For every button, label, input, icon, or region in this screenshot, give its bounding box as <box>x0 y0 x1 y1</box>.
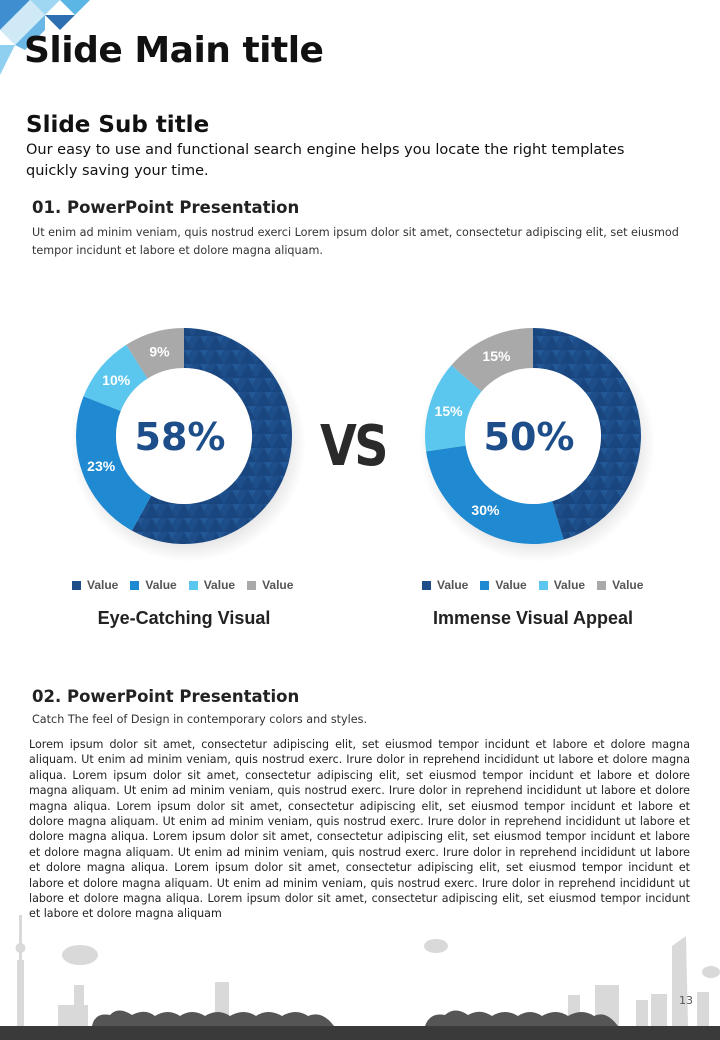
chart1-caption: Eye-Catching Visual <box>97 608 271 628</box>
legend-swatch <box>597 581 606 590</box>
legend-swatch <box>247 581 256 590</box>
legend-label: Value <box>145 578 177 592</box>
chart2-data-label-4: 15% <box>482 347 511 364</box>
legend-label: Value <box>553 578 586 592</box>
legend-swatch <box>189 581 198 590</box>
section1-body: Ut enim ad minim veniam, quis nostrud exerci Lorem ipsum dolor sit amet, consectetur adipiscing elit, set eiusmod tempor incidunt et labore et dolore magna aliquam. <box>32 226 679 257</box>
legend-swatch <box>130 581 139 590</box>
intro-text: Our easy to use and functional search engine helps you locate the right templates quickly saving your time. <box>26 142 625 179</box>
chart1-legend-item <box>72 578 118 592</box>
chart2-caption: Immense Visual Appeal <box>432 608 634 628</box>
chart2-legend-item <box>539 578 585 592</box>
chart1-legend <box>72 578 293 592</box>
page-subtitle: Slide Sub title <box>26 112 210 138</box>
section2-body: Lorem ipsum dolor sit amet, consectetur adipiscing elit, set eiusmod tempor incidunt et labore et dolore magna aliquam. Ut enim ad minim veniam, quis nostrud exerc. Irure dolor in reprehend incididunt ut labore et dolore magna aliqua. Lorem ipsum dolor sit amet, consectetur adipiscing elit, set eiusmod tempor incidunt et labore et dolore magna aliquam. Ut enim ad minim veniam, quis nostrud exerc. Irure dolor in reprehend incididunt ut labore et dolore magna aliqua. Lorem ipsum dolor sit amet, consectetur adipiscing elit, set eiusmod tempor incidunt et labore et dolore magna aliquam. Ut enim ad minim veniam, quis nostrud exerc. Irure dolor in reprehend incididunt ut labore et dolore magna aliqua. Lorem ipsum dolor sit amet, consectetur adipiscing elit, set eiusmod tempor incidunt et labore et dolore magna aliquam. Ut enim ad minim veniam, quis nostrud exerc. Irure dolor in reprehend incididunt ut labore et dolore magna aliqua. Lorem ipsum dolor sit amet, consectetur adipiscing elit, set eiusmod tempor incidunt et labore et dolore magna aliquam. Ut enim ad minim veniam, quis nostrud exerc. Irure dolor in reprehend incididunt ut labore et dolore magna aliqua. Lorem ipsum dolor sit amet, consectetur adipiscing elit, set eiusmod tempor incidunt et labore et dolore magna aliquam <box>29 738 690 921</box>
legend-swatch <box>480 581 489 590</box>
section2-tagline: Catch The feel of Design in contemporary colors and styles. <box>32 713 368 726</box>
chart1-center-label: 58% <box>134 415 226 459</box>
legend-swatch <box>539 581 548 590</box>
legend-label: Value <box>612 578 644 592</box>
legend-swatch <box>72 581 81 590</box>
chart1-legend-item <box>130 578 176 592</box>
chart2-center-label: 50% <box>483 415 575 459</box>
chart2-legend <box>422 578 643 592</box>
section1-heading: 01. PowerPoint Presentation <box>32 198 300 217</box>
vs-label: VS <box>320 414 387 479</box>
legend-label: Value <box>437 578 469 592</box>
page-title: Slide Main title <box>24 30 324 71</box>
chart1-legend-item <box>189 578 235 592</box>
legend-swatch <box>422 581 431 590</box>
section2-heading: 02. PowerPoint Presentation <box>32 687 300 706</box>
chart1-data-label-3: 10% <box>102 371 131 388</box>
chart2-data-label-3: 15% <box>434 403 463 420</box>
chart1-legend-item <box>247 578 293 592</box>
footer-bar <box>0 1026 720 1040</box>
page-number: 13 <box>679 994 693 1007</box>
legend-label: Value <box>262 578 294 592</box>
chart2-legend-item <box>422 578 468 592</box>
city-skyline-illustration <box>0 900 720 1026</box>
chart2-legend-item <box>480 578 526 592</box>
legend-label: Value <box>495 578 527 592</box>
chart2-legend-item <box>597 578 643 592</box>
chart2-data-label-2: 30% <box>471 502 500 519</box>
chart1-data-label-2: 23% <box>87 457 116 474</box>
legend-label: Value <box>203 578 236 592</box>
legend-label: Value <box>87 578 119 592</box>
chart1-data-label-4: 9% <box>149 343 170 360</box>
